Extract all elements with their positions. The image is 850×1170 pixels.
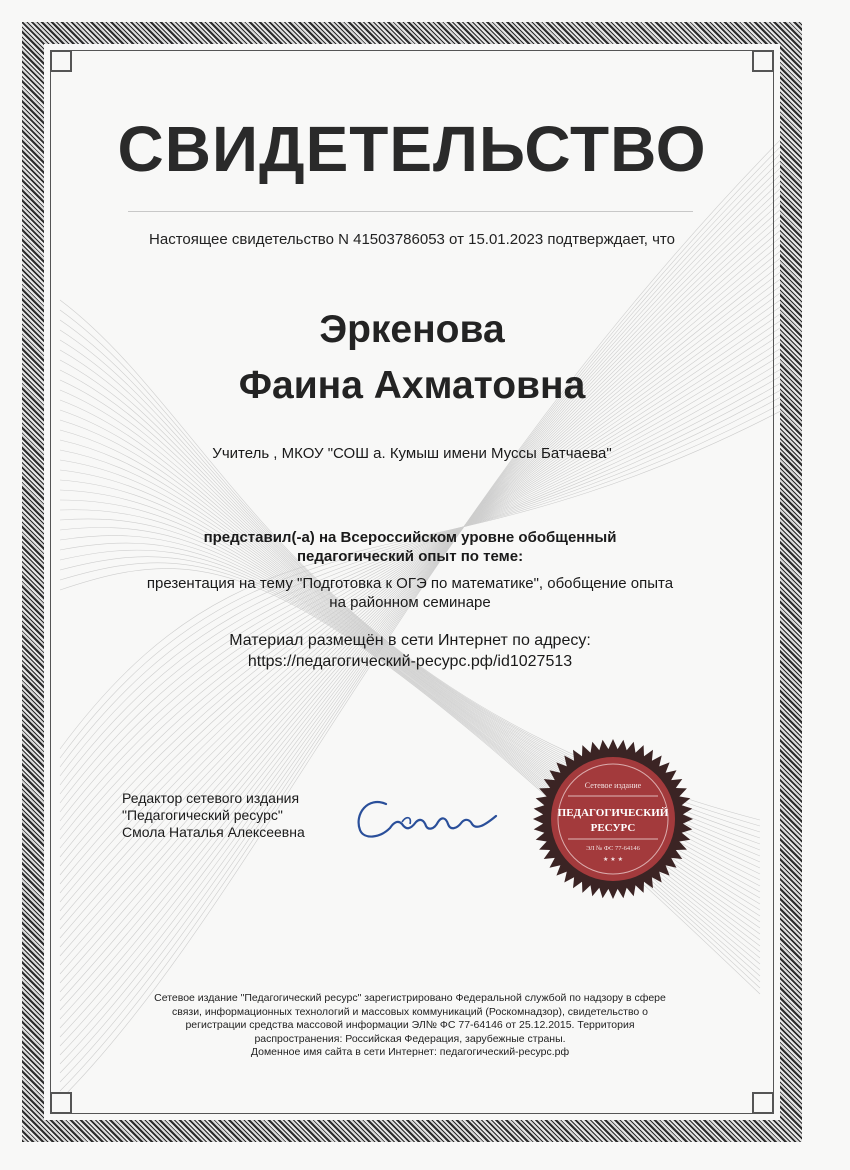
publisher-seal [532,738,694,900]
work-topic: презентация на тему "Подготовка к ОГЭ по математике", обобщение опыта на районном семинаре [146,575,674,611]
material-location [140,630,680,672]
footer-line: связи, информационных технологий и массовых коммуникаций (Роскомнадзор), свидетельство о [171,1005,648,1018]
certificate-title: СВИДЕТЕЛЬСТВО [117,113,707,185]
editor-block [122,790,342,841]
recipient-position: Учитель , МКОУ "СОШ а. Кумыш имени Муссы Батчаева" [212,445,612,462]
footer-line: Сетевое издание "Педагогический ресурс" зарегистрировано Федеральной службой по надзору в сфере [154,992,666,1004]
footer-line: распространения: Российская Федерация, зарубежные страны. [254,1032,566,1045]
footer-line: Доменное имя сайта в сети Интернет: педагогический-ресурс.рф [250,1046,570,1058]
footer-legal [120,992,700,1060]
corner-ornament [50,1092,72,1114]
editor-publication: "Педагогический ресурс" [122,807,283,823]
recipient-surname: Эркенова [319,308,505,351]
material-label: Материал размещён в сети Интернет по адресу: [229,632,591,649]
corner-ornament [752,1092,774,1114]
certificate-number-line: Настоящее свидетельство N 41503786053 от 15.01.2023 подтверждает, что [149,231,675,248]
recipient-given-name: Фаина Ахматовна [238,364,586,407]
editor-signature [346,786,516,846]
seal-top-text: Сетевое издание [584,781,642,790]
seal-main-line2: РЕСУРС [590,822,636,834]
material-url: https://педагогический-ресурс.рф/id1027513 [247,653,573,670]
footer-line: регистрации средства массовой информации ЭЛ№ ФС 77-64146 от 25.12.2015. Территория [185,1019,635,1031]
seal-main-line1: ПЕДАГОГИЧЕСКИЙ [557,807,669,819]
corner-ornament [752,50,774,72]
seal-registration: ЭЛ № ФС 77-64146 [586,845,640,852]
presented-statement: представил(-а) на Всероссийском уровне обобщенный педагогический опыт по теме: [203,529,617,565]
editor-role: Редактор сетевого издания [122,790,300,806]
corner-ornament [50,50,72,72]
title-divider [128,211,693,212]
editor-name: Смола Наталья Алексеевна [122,824,305,840]
seal-stars: ★ ★ ★ [603,856,623,863]
